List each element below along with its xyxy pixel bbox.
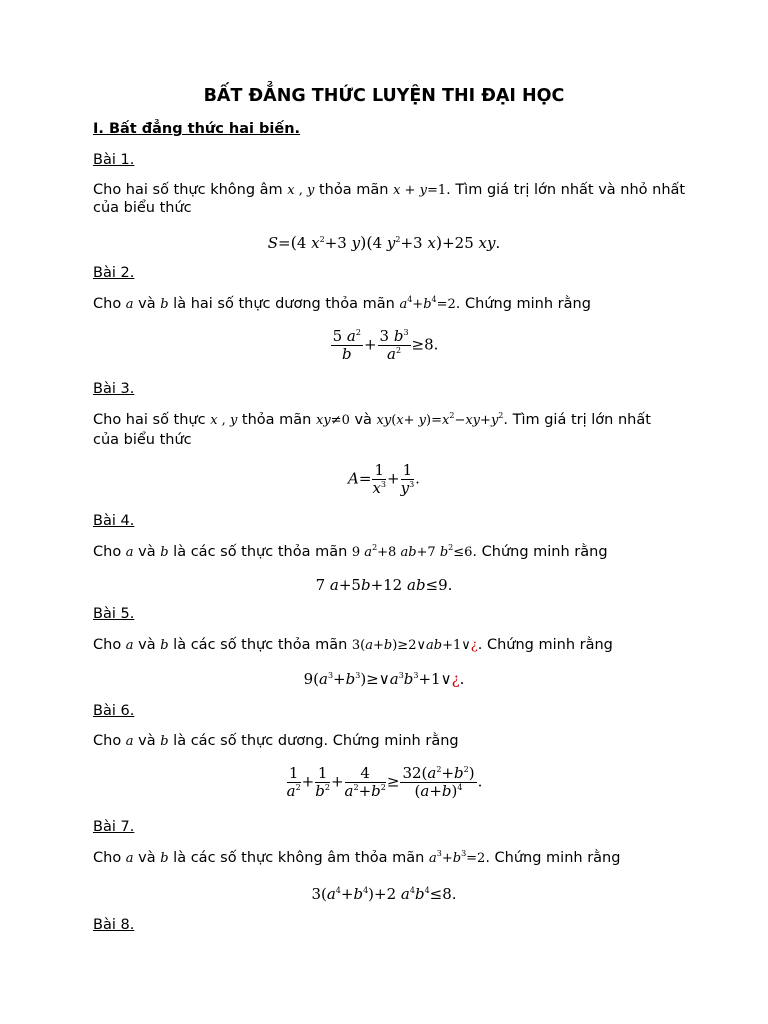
problem-6-label: Bài 6.: [93, 703, 135, 719]
problem-7-label: Bài 7.: [93, 819, 135, 835]
problem-4-label: Bài 4.: [93, 513, 135, 529]
problem-1-statement-line-2: của biểu thức: [93, 200, 192, 216]
problem-2-statement: Cho a và b là hai số thực dương thỏa mãn $a^4+b^4=2$. Chứng minh rằng: [93, 295, 591, 312]
problem-4-statement: Cho a và b là các số thực thỏa mãn 9 $a^2+8$ ab+7 $b^2\le 6$. Chứng minh rằng: [93, 543, 608, 560]
problem-5-label: Bài 5.: [93, 606, 135, 622]
problem-5-formula: $9(a^3+b^3)\ge\vee a^3b^3+1\vee¿$.: [303, 670, 465, 688]
problem-3-statement-line-1: Cho hai số thực x , y thỏa mãn xy≠0 và $xy(x+ y)=x^2-xy+y^2$. Tìm giá trị lớn nhất: [93, 411, 651, 428]
problem-3-formula: A= $\frac{1}{x^3}$ + $\frac{1}{y^3}$ .: [348, 461, 420, 497]
problem-3-statement-line-2: của biểu thức: [93, 432, 192, 448]
problem-5-statement: Cho a và b là các số thực thỏa mãn 3(a+b)≥2∨ab+1∨¿. Chứng minh rằng: [93, 637, 613, 653]
problem-6-formula: $\frac{1}{a^2}$ + $\frac{1}{b^2}$ + $\frac{4}{a^2+b^2}$ ≥ $\frac{32(a^2+b^2)}{(a+b)^4}$ .: [286, 764, 483, 800]
problem-4-formula: 7 a+5b+12 ab≤9.: [315, 576, 453, 594]
problem-1-formula: S=(4 $x^2+3$ y)(4 $y^2+3$ x)+25 xy.: [267, 233, 501, 252]
problem-1-statement-line-1: Cho hai số thực không âm x , y thỏa mãn x + y=1. Tìm giá trị lớn nhất và nhỏ nhất: [93, 182, 686, 198]
problem-6-statement: Cho a và b là các số thực dương. Chứng minh rằng: [93, 733, 459, 749]
problem-8-label: Bài 8.: [93, 917, 135, 933]
page-title: BẤT ĐẲNG THỨC LUYỆN THI ĐẠI HỌC: [203, 86, 565, 106]
problem-1-label: Bài 1.: [93, 152, 135, 168]
problem-7-statement: Cho a và b là các số thực không âm thỏa mãn $a^3+b^3=2$. Chứng minh rằng: [93, 849, 621, 866]
problem-3-label: Bài 3.: [93, 381, 135, 397]
section-heading: I. Bất đẳng thức hai biến.: [93, 121, 301, 137]
problem-2-formula: $\frac{5 a^2}{b}$ + $\frac{3 b^3}{a^2}$ ≥8.: [332, 327, 439, 363]
problem-7-formula: $3(a^4+b^4)+2$ $a^4b^4\le 8$.: [311, 885, 457, 903]
problem-2-label: Bài 2.: [93, 265, 135, 281]
